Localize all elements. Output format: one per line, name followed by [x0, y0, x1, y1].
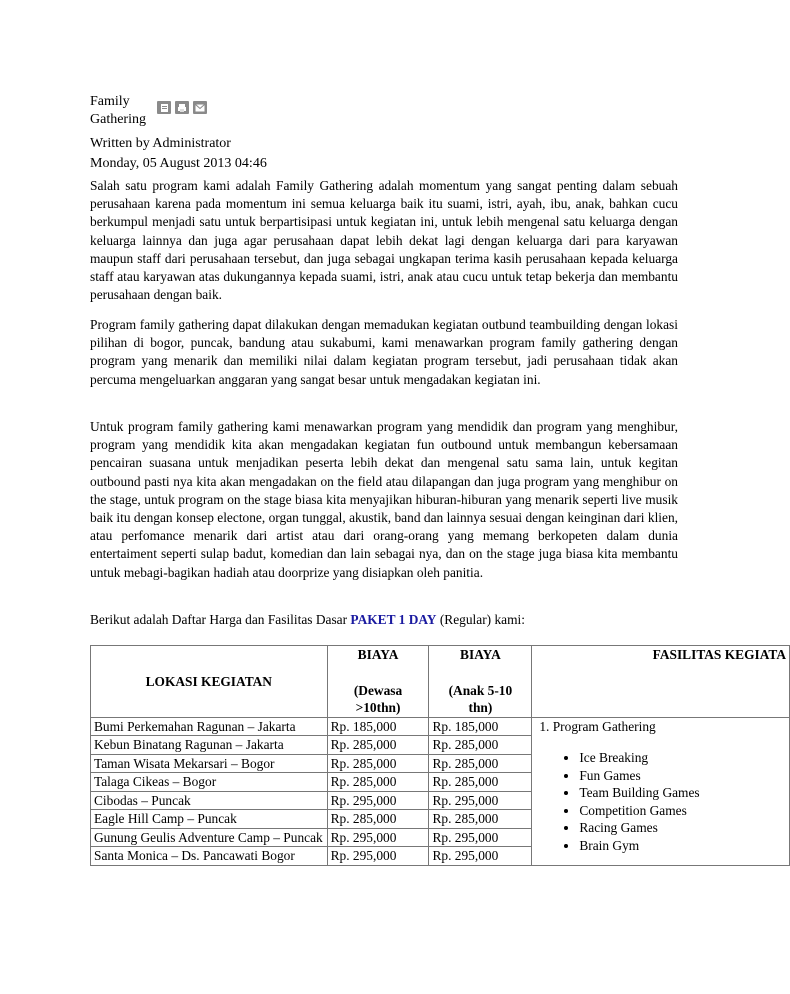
header-location: LOKASI KEGIATAN	[91, 646, 328, 718]
title-line-1: Family	[90, 94, 130, 109]
list-item: • Team Building Games	[579, 784, 786, 802]
email-icon[interactable]	[193, 101, 207, 114]
cell-child-price: Rp. 285,000	[429, 810, 532, 829]
cell-adult-price: Rp. 285,000	[327, 736, 429, 755]
cell-child-price: Rp. 295,000	[429, 828, 532, 847]
cell-location: Talaga Cikeas – Bogor	[91, 773, 328, 792]
price-table	[90, 645, 790, 866]
paragraph-1: Salah satu program kami adalah Family Gathering adalah momentum yang sangat penting dalam sebuah perusahaan karena pada momentum ini semua keluarga baik itu suami, istri, ayah, ibu, anak, bahkan cucu berkumpul menjadi satu untuk berpartisipasi untuk kegiatan ini, untuk lebih mengenal satu keluarga dengan keluarga lainnya dan juga agar perusahaan dapat lebih dekat lagi dengan keluarga dari para karyawan maupun staff dari perusahaan tersebut, dan juga sebagai ungkapan terima kasih perusahaan kepada keluarga staff atau karyawan atas dukungannya kepada suami, istri, anak atau cucu untuk tetap bekerja dan membantu perusahaan dengan baik.	[90, 178, 678, 303]
header-child-l1: BIAYA	[460, 647, 501, 662]
cell-child-price: Rp. 185,000	[429, 717, 532, 736]
header-facilities: FASILITAS KEGIATA	[532, 646, 790, 718]
facility-heading: 1. Program Gathering	[539, 718, 656, 734]
intro-text-end: (Regular) kami:	[436, 612, 525, 627]
cell-child-price: Rp. 285,000	[429, 736, 532, 755]
title-line-2: Gathering	[90, 112, 146, 127]
cell-location: Bumi Perkemahan Ragunan – Jakarta	[91, 717, 328, 736]
intro-text: Berikut adalah Daftar Harga dan Fasilitas Dasar	[90, 612, 351, 627]
article-actions	[157, 101, 207, 114]
header-child-l2: (Anak 5-10	[448, 682, 513, 698]
table-header-row	[91, 646, 790, 718]
header-adult-l2: (Dewasa	[353, 682, 403, 698]
cell-location: Eagle Hill Camp – Puncak	[91, 810, 328, 829]
paragraph-2: Program family gathering dapat dilakukan dengan memadukan kegiatan outbund teambuilding dengan lokasi pilihan di bogor, puncak, bandung atau sukabumi, kami menawarkan program family gathering dengan program yang menarik dan memiliki nilai dalam kegiatan program tersebut, jadi perusahaan tidak akan percuma mengeluarkan anggaran yang sangat besar untuk mengadakan kegiatan ini.	[90, 317, 678, 387]
article-header	[90, 93, 290, 129]
list-item: • Competition Games	[579, 802, 786, 820]
cell-adult-price: Rp. 285,000	[327, 754, 429, 773]
cell-child-price: Rp. 285,000	[429, 754, 532, 773]
print-icon[interactable]	[175, 101, 189, 114]
cell-child-price: Rp. 295,000	[429, 847, 532, 866]
cell-location: Gunung Geulis Adventure Camp – Puncak	[91, 828, 328, 847]
cell-child-price: Rp. 285,000	[429, 773, 532, 792]
paragraph-3: Untuk program family gathering kami menawarkan program yang mendidik dan program yang menghibur, program yang mendidik kita akan mengadakan kegiatan fun outbound untuk membangun kebersamaan pencairan suasana untuk menjadikan peserta lebih dekat dan mengenal satu sama lain, untuk kegitan outbound pasti nya kita akan mengadakan on the field atau dilapangan dan juga program yang menghibur on the stage, untuk program on the stage biasa kita menyajikan hiburan-hiburan yang menarik seperti live musik baik itu dengan konsep electone, organ tunggal, akustik, band dan lainnya sesuai dengan keinginan dari klien, atau perfomance menarik dari artist atau dari orang-orang yang memang berkopeten dalam dunia entertaiment seperti sulap badut, komedian dan lain sebagai nya, dan on the stage juga biasa kita membantu untuk mebagi-bagikan hadiah atau doorprize yang disiapkan oleh panitia.	[90, 419, 678, 580]
pdf-icon[interactable]	[157, 101, 171, 114]
cell-adult-price: Rp. 185,000	[327, 717, 429, 736]
cell-location: Santa Monica – Ds. Pancawati Bogor	[91, 847, 328, 866]
list-item: • Brain Gym	[579, 837, 786, 855]
cell-adult-price: Rp. 295,000	[327, 828, 429, 847]
list-item: • Racing Games	[579, 819, 786, 837]
package-highlight: PAKET 1 DAY	[350, 612, 437, 627]
header-adult-l3: >10thn)	[355, 700, 401, 715]
cell-adult-price: Rp. 295,000	[327, 791, 429, 810]
cell-adult-price: Rp. 285,000	[327, 810, 429, 829]
header-child-price	[429, 646, 532, 718]
date-line: Monday, 05 August 2013 04:46	[90, 156, 267, 171]
list-item: • Fun Games	[579, 767, 786, 785]
cell-child-price: Rp. 295,000	[429, 791, 532, 810]
table-row	[91, 717, 790, 736]
list-item: • Ice Breaking	[579, 749, 786, 767]
header-adult-l1: BIAYA	[357, 647, 399, 662]
header-child-l3: thn)	[468, 700, 493, 715]
facilities-cell	[532, 717, 790, 865]
paragraph-4	[90, 611, 678, 629]
facility-list	[535, 749, 786, 855]
cell-location: Cibodas – Puncak	[91, 791, 328, 810]
author-line: Written by Administrator	[90, 136, 231, 151]
cell-location: Kebun Binatang Ragunan – Jakarta	[91, 736, 328, 755]
cell-location: Taman Wisata Mekarsari – Bogor	[91, 754, 328, 773]
cell-adult-price: Rp. 285,000	[327, 773, 429, 792]
cell-adult-price: Rp. 295,000	[327, 847, 429, 866]
header-adult-price	[327, 646, 429, 718]
